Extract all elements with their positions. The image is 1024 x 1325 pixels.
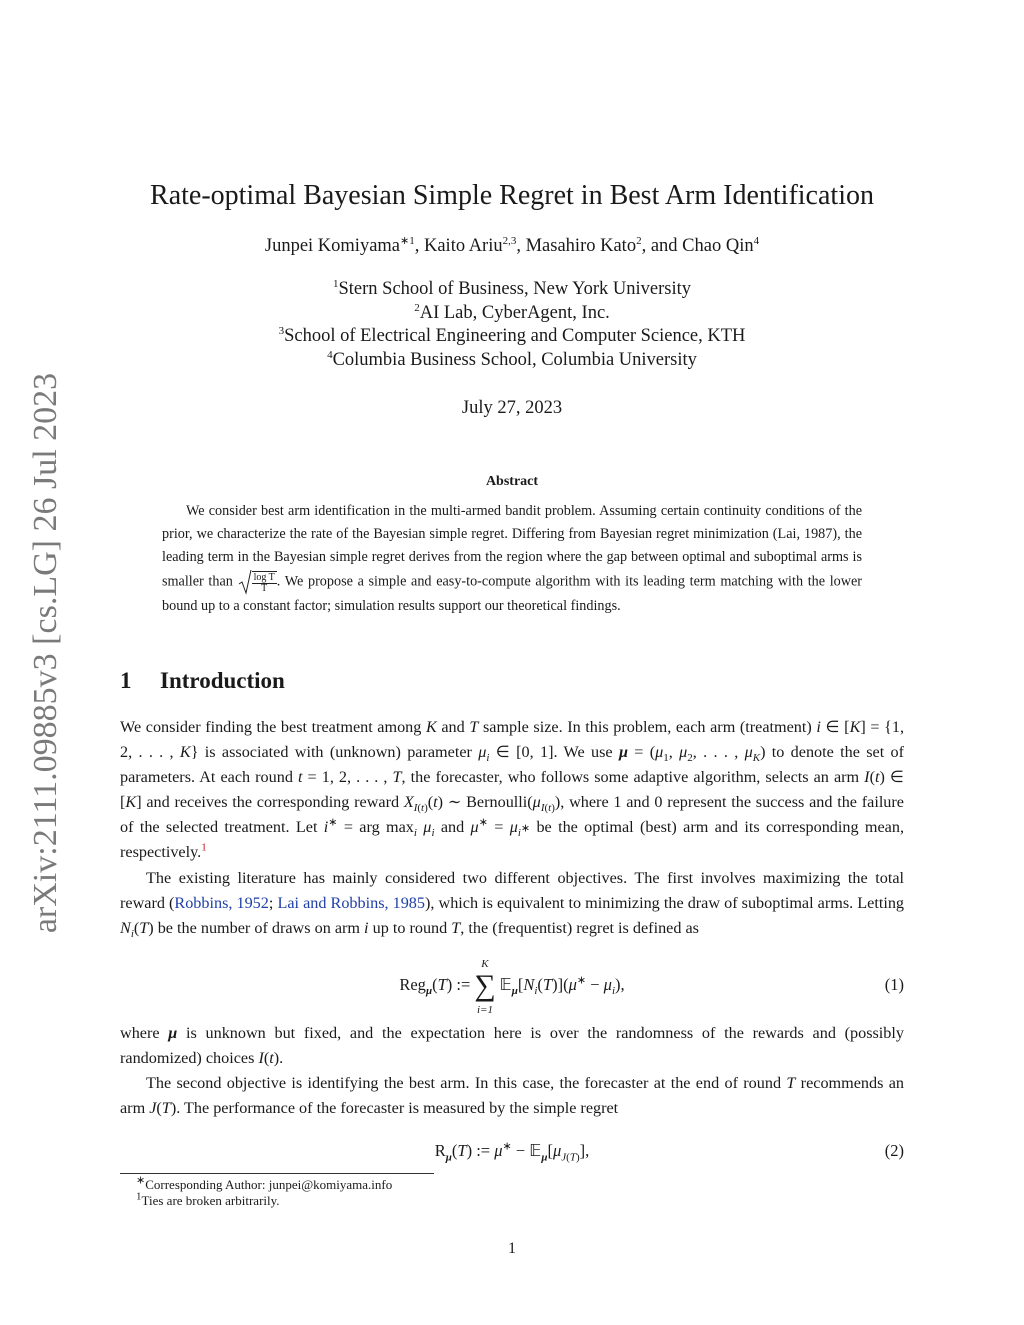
page-number: 1 [508,1240,516,1257]
footnote-mark: 1 [136,1190,142,1203]
author-mark: 2,3 [502,234,517,247]
frac-numerator: log T [253,571,275,583]
abstract-text-b: . We propose a simple and easy-to-compute algorithm with its leading term matching with the lower bound up to a constant factor; simulation results support our theoretical findings. [162,573,863,614]
equation-2 [120,1141,904,1169]
affiliation-text: Columbia Business School, Columbia University [332,349,697,370]
affiliation-item [0,349,1024,373]
section-title-text: Introduction [160,668,285,693]
sqrt-expression [238,569,277,595]
section-number: 1 [120,668,132,693]
paragraph: The existing literature has mainly considered two different objectives. The first involves maximizing the total reward (Robbins, 1952; Lai and Robbins, 1985), which is equivalent to minimizing the draw of suboptimal arms. Letting $N_i(T)$ be the number of draws on arm i up to round T, the (frequentist) regret is defined as [120,869,905,941]
footnote-ref[interactable]: 1 [201,841,207,854]
author-name: Kaito Ariu [423,236,503,256]
equation-number: (1) [884,975,904,994]
footnote-item [136,1174,393,1193]
author-name: Chao Qin [682,236,754,256]
affiliation-mark: 1 [332,277,339,290]
affiliation-text: AI Lab, CyberAgent, Inc. [419,302,610,323]
equation-body: $R_\mu(T)$ := $\mu^∗ - 𝔼_\mu[\mu_{J(T)}]$, [434,1140,590,1164]
abstract-heading: Abstract [485,474,539,489]
section-heading [120,668,285,694]
paragraph: We consider finding the best treatment among K and T sample size. In this problem, each arm (treatment) i ∈ [K] = {1, 2, . . . , K} is associated with (unknown) parameter $\mu_i$ ∈ [0, 1]. We use $\mu = (\mu_1$, $\mu_2$, . . . , $\mu_K$) to denote the set of parameters. At each round t = 1, 2, . . . , T, the forecaster, who follows some adaptive algorithm, selects an arm I(t) ∈ [K] and receives the corresponding reward $X_{I(t)}(t)$ ∼ $Bernoulli(\mu_{I(t)})$, where 1 and 0 represent the success and the failure of the selected treatment. Let i∗ = arg $\max_i \mu_i$ and $\mu^∗ = \mu_{i^∗}$ be the optimal (best) arm and its corresponding mean, respectively.$^1$ [120,718,905,861]
footnotes [136,1174,393,1209]
affiliation-item [0,302,1024,326]
affiliation-item [0,325,1024,349]
affiliation-item [0,278,1024,302]
citation-link[interactable]: Robbins, 1952 [174,894,269,912]
footnote-mark: ∗ [136,1174,146,1187]
paragraph: The second objective is identifying the best arm. In this case, the forecaster at the end of round T recommends an arm J(T). The performance of the forecaster is measured by the simple regret [120,1074,904,1117]
footnote-rule [120,1173,434,1174]
author-mark: 4 [753,234,760,247]
arxiv-sidebar-stamp [20,368,72,938]
paper-title: Rate-optimal Bayesian Simple Regret in Best Arm Identification [150,180,874,211]
author-mark: 2 [636,234,642,247]
author-name: Masahiro Kato [525,236,637,256]
author-name: Junpei Komiyama [264,236,401,256]
author-mark: ∗1 [400,234,415,247]
affiliation-text: Stern School of Business, New York University [338,279,692,299]
paper-date: July 27, 2023 [461,398,563,418]
paragraph: where μ is unknown but fixed, and the expectation here is over the randomness of the rewards and (possibly randomized) choices I(t). [120,1024,904,1067]
arxiv-id-text: arXiv:2111.09885v3 [cs.LG] 26 Jul 2023 [27,372,64,934]
affiliation-mark: 4 [327,348,333,361]
affiliation-mark: 2 [414,301,420,314]
equation-1 [120,955,904,1015]
abstract-body [162,500,862,618]
equation-body: Reg$_\mu$(T) :=K ∑ $i=1𝔼_\mu[N_i(T)](\mu^∗ - \mu_i)$, [120,955,904,1017]
frac-denominator: T [261,582,268,594]
affiliation-list [0,278,1024,372]
equation-number: (2) [884,1141,904,1160]
affiliation-mark: 3 [278,324,285,337]
author-list: Junpei Komiyama$^{∗1}$, Kaito Ariu$^{2,3}$, Masahiro Kato$^2$, and Chao Qin$^4$ [264,234,760,256]
citation-link[interactable]: Lai and Robbins, 1985 [277,894,425,912]
summation-symbol: K ∑ i=1 [474,958,496,1016]
footnote-text: Corresponding Author: junpei@komiyama.info [145,1177,393,1192]
affiliation-text: School of Electrical Engineering and Computer Science, KTH [284,326,746,346]
footnote-item [136,1190,392,1209]
footnote-text: Ties are broken arbitrarily. [141,1193,280,1208]
abstract-text-a: We consider best arm identification in the multi-armed bandit problem. Assuming certain continuity conditions of the prior, we characterize the rate of the Bayesian simple regret. Differing from Bayesian regret minimization (Lai, 1987), the leading term in the Bayesian simple regret derives from the region where the gap between optimal and suboptimal arms is smaller than [162,503,862,590]
